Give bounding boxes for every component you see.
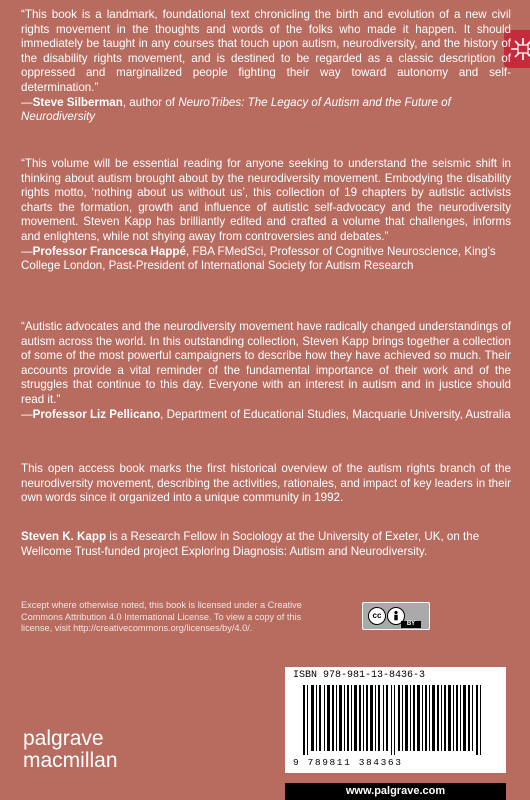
quote-affiliation-prefix: , author of xyxy=(122,95,179,109)
dash: — xyxy=(21,244,33,258)
endorsement-quote-2 xyxy=(21,157,511,274)
quote-attribution xyxy=(21,96,511,125)
author-bio xyxy=(21,530,511,559)
quote-text: “This book is a landmark, foundational text chronicling the birth and evolution of a new civil rights movement in the thoughts and words of the folks who made it happen. It should immediately be taught in any courses that touch upon autism, neurodiversity, and the history of the disability rights movement, and is destined to be regarded as a classic description of oppressed and marginalized people fighting their way toward autonomy and self-determination.” xyxy=(21,8,511,94)
quote-attribution xyxy=(21,408,511,423)
quote-affiliation: , Department of Educational Studies, Macquarie University, Australia xyxy=(160,407,511,421)
bio-text: is a Research Fellow in Sociology at the University of Exeter, UK, on the Wellcome Trust-funded project Exploring Diagnosis: Autism and Neurodiversity. xyxy=(21,530,480,558)
quote-author: Professor Liz Pellicano xyxy=(32,407,161,421)
isbn-number: ISBN 978-981-13-8436-3 xyxy=(293,670,426,681)
book-description: This open access book marks the first historical overview of the autism rights branch of the neurodiversity movement, describing the activities, rationales, and impact of key leaders in their own words since it organized into a unique community in 1992. xyxy=(21,462,511,505)
logo-line-2: macmillan xyxy=(23,749,118,772)
cc-by-license-badge xyxy=(362,602,430,630)
quote-author: Steve Silberman xyxy=(32,95,123,109)
cc-icon: cc xyxy=(368,607,386,625)
quote-attribution xyxy=(21,245,511,274)
isbn-barcode xyxy=(285,667,506,773)
quote-text: “This volume will be essential reading for anyone seeking to understand the seismic shift in thinking about autism brought about by the neurodiversity movement. Embodying the disability rights motto, ‘nothing about us without us’, this collection of 19 chapters by autistic activists charts the formation, growth and influence of autistic self-advocacy and the neurodiversity movement. Steven Kapp has brilliantly edited and crafted a volume that challenges, informs and enlightens, while not shying away from controversies and debates.” xyxy=(21,157,511,243)
logo-line-1: palgrave xyxy=(23,727,104,750)
endorsement-quote-1 xyxy=(21,8,511,125)
quote-author: Professor Francesca Happé xyxy=(32,244,186,258)
barcode-icon xyxy=(295,685,495,755)
publisher-website[interactable]: www.palgrave.com xyxy=(285,783,506,800)
dash: — xyxy=(21,95,33,109)
license-notice: Except where otherwise noted, this book is licensed under a Creative Commons Attribution 4.0 International License. To view a copy of this license, visit http://creativecommons.org/licenses/by/4.0/. xyxy=(21,600,302,634)
by-label: BY xyxy=(401,621,421,628)
barcode-digits: 9 789811 384363 xyxy=(293,757,403,768)
quote-book-title: NeuroTribes: The Legacy of Autism and the Future of Neurodiversity xyxy=(21,95,451,124)
dash: — xyxy=(21,407,33,421)
quote-affiliation: , FBA FMedSci, Professor of Cognitive Neuroscience, King’s College London, Past-President of International Society for Autism Research xyxy=(21,244,496,273)
endorsement-quote-3 xyxy=(21,320,511,422)
bio-name: Steven K. Kapp xyxy=(21,530,107,543)
palgrave-macmillan-logo xyxy=(23,728,118,772)
quote-text: “Autistic advocates and the neurodiversity movement have radically changed understandings of autism across the world. In this outstanding collection, Steven Kapp brings together a collection of some of the most powerful campaigners to describe how they have achieved so much. Their accounts provide a vital reminder of the fundamental importance of their work and of the struggles that continue to this day. Everyone with an interest in autism and in justice should read it.” xyxy=(21,320,511,406)
